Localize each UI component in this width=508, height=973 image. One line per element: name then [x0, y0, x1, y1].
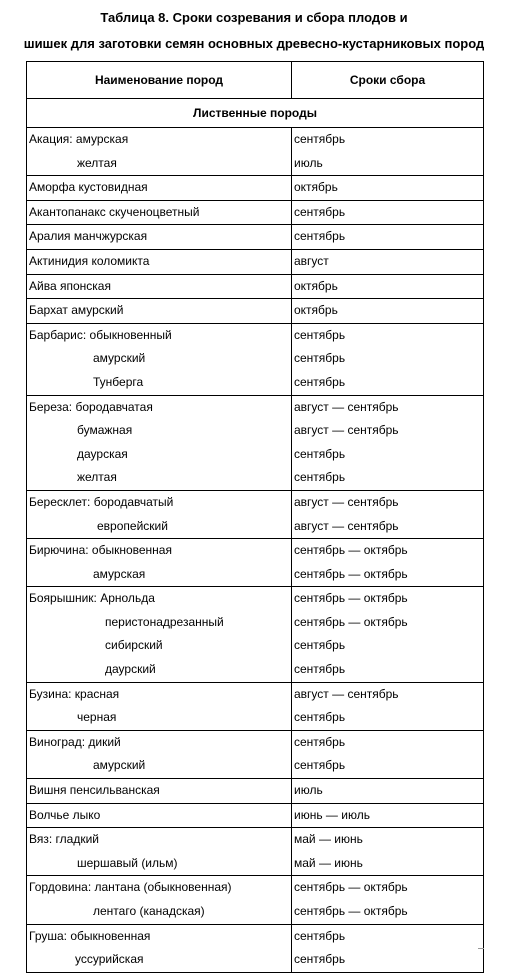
- table-row: [27, 249, 484, 274]
- species-name: черная: [77, 710, 117, 725]
- period-cell: [292, 730, 484, 778]
- period-cell: [292, 323, 484, 395]
- table-caption-line-1: Таблица 8. Сроки созревания и сбора плодов и: [100, 10, 408, 25]
- table-row: [27, 323, 484, 395]
- species-name: Гордовина: лантана (обыкновенная): [29, 880, 232, 895]
- table-row: [27, 730, 484, 778]
- species-cell: [27, 395, 292, 490]
- period-cell: [292, 249, 484, 274]
- species-cell: [27, 249, 292, 274]
- species-cell: [27, 299, 292, 324]
- species-name: Бархат амурский: [29, 303, 124, 318]
- table-caption-line-2: шишек для заготовки семян основных древесно-кустарниковых пород: [23, 36, 485, 51]
- collection-period: октябрь: [294, 180, 338, 195]
- collection-period: август: [294, 253, 329, 268]
- collection-period: август — сентябрь: [294, 494, 399, 509]
- collection-period: сентябрь: [294, 229, 346, 244]
- species-name: сибирский: [105, 638, 163, 653]
- section-title: Лиственные породы: [27, 99, 484, 128]
- collection-period: сентябрь — октябрь: [294, 591, 408, 606]
- table-row: [27, 924, 484, 972]
- species-name: Груша: обыкновенная: [29, 928, 151, 943]
- period-cell: [292, 225, 484, 250]
- collection-period: сентябрь: [294, 758, 346, 773]
- species-name: Актинидия коломикта: [29, 253, 150, 268]
- collection-period: август — сентябрь: [294, 423, 399, 438]
- species-cell: [27, 587, 292, 682]
- table-row: [27, 539, 484, 587]
- header-row: [27, 62, 484, 99]
- table-row: [27, 299, 484, 324]
- species-name: перистонадрезанный: [105, 614, 224, 629]
- period-cell: [292, 876, 484, 924]
- species-cell: [27, 200, 292, 225]
- collection-period: сентябрь: [294, 327, 346, 342]
- species-name: шершавый (ильм): [77, 855, 178, 870]
- table-row: [27, 682, 484, 730]
- species-name: Акантопанакс скученоцветный: [29, 204, 200, 219]
- collection-period: сентябрь: [294, 710, 346, 725]
- species-name: бумажная: [77, 423, 133, 438]
- species-name: Боярышник: Арнольда: [29, 591, 155, 606]
- species-name: амурский: [93, 351, 146, 366]
- period-cell: [292, 299, 484, 324]
- species-cell: [27, 323, 292, 395]
- species-cell: [27, 128, 292, 176]
- collection-period: сентябрь — октябрь: [294, 566, 408, 581]
- table-row: [27, 395, 484, 490]
- species-name: Бирючина: обыкновенная: [29, 543, 172, 558]
- collection-period: сентябрь: [294, 734, 346, 749]
- collection-period: сентябрь: [294, 952, 346, 967]
- species-cell: [27, 682, 292, 730]
- column-header-period: Сроки сбора: [292, 62, 484, 99]
- collection-period: август — сентябрь: [294, 399, 399, 414]
- collection-period: сентябрь — октябрь: [294, 614, 408, 629]
- period-cell: [292, 682, 484, 730]
- collection-period: июль: [294, 155, 323, 170]
- collection-period: сентябрь: [294, 470, 346, 485]
- table-row: [27, 225, 484, 250]
- collection-period: август — сентябрь: [294, 518, 399, 533]
- species-name: даурская: [77, 446, 128, 461]
- species-name: Бересклет: бородавчатый: [29, 494, 174, 509]
- table-row: [27, 200, 484, 225]
- collection-period: сентябрь: [294, 638, 346, 653]
- period-cell: [292, 924, 484, 972]
- period-cell: [292, 395, 484, 490]
- species-name: Тунберга: [93, 374, 144, 389]
- collection-period: сентябрь: [294, 204, 346, 219]
- table-row: [27, 490, 484, 538]
- species-name: желтая: [77, 155, 117, 170]
- collection-period: сентябрь: [294, 662, 346, 677]
- species-cell: [27, 828, 292, 876]
- period-cell: [292, 200, 484, 225]
- species-name: Аралия манчжурская: [29, 229, 148, 244]
- period-cell: [292, 490, 484, 538]
- collection-period: сентябрь — октябрь: [294, 543, 408, 558]
- collection-period: июнь — июль: [294, 807, 370, 822]
- collection-period: сентябрь — октябрь: [294, 880, 408, 895]
- species-cell: [27, 176, 292, 201]
- species-name: Береза: бородавчатая: [29, 399, 153, 414]
- species-cell: [27, 225, 292, 250]
- species-name: амурская: [93, 566, 146, 581]
- table-row: [27, 828, 484, 876]
- collection-period: август — сентябрь: [294, 686, 399, 701]
- species-cell: [27, 779, 292, 804]
- species-name: Бузина: красная: [29, 686, 120, 701]
- period-cell: [292, 803, 484, 828]
- table-row: [27, 779, 484, 804]
- species-name: даурский: [105, 662, 156, 677]
- period-cell: [292, 176, 484, 201]
- species-cell: [27, 876, 292, 924]
- species-name: Волчье лыко: [29, 807, 101, 822]
- collection-period: сентябрь: [294, 928, 346, 943]
- collection-period: сентябрь: [294, 132, 346, 146]
- table-row: [27, 128, 484, 176]
- species-name: желтая: [77, 470, 117, 485]
- species-name: уссурийская: [75, 952, 144, 967]
- section-row: [27, 99, 484, 128]
- period-cell: [292, 828, 484, 876]
- collection-period: сентябрь: [294, 374, 346, 389]
- species-cell: [27, 924, 292, 972]
- species-cell: [27, 274, 292, 299]
- species-cell: [27, 539, 292, 587]
- period-cell: [292, 587, 484, 682]
- table-row: [27, 876, 484, 924]
- collection-period: сентябрь — октябрь: [294, 904, 408, 918]
- column-header-species: Наименование пород: [27, 62, 292, 99]
- period-cell: [292, 779, 484, 804]
- species-name: европейский: [97, 518, 168, 533]
- species-name: Айва японская: [29, 278, 111, 293]
- species-name: Акация: амурская: [29, 132, 129, 146]
- collection-period: июль: [294, 783, 323, 798]
- collection-period: май — июнь: [294, 855, 363, 870]
- species-cell: [27, 730, 292, 778]
- table-row: [27, 176, 484, 201]
- table-row: [27, 587, 484, 682]
- collection-period: октябрь: [294, 278, 338, 293]
- species-name: Вяз: гладкий: [29, 832, 99, 847]
- species-name: Аморфа кустовидная: [29, 180, 148, 195]
- seed-collection-table: [26, 61, 484, 973]
- species-name: лентаго (канадская): [93, 904, 205, 918]
- collection-period: октябрь: [294, 303, 338, 318]
- page-corner-mark: [478, 948, 484, 949]
- species-name: Виноград: дикий: [29, 734, 121, 749]
- period-cell: [292, 274, 484, 299]
- table-row: [27, 274, 484, 299]
- species-name: амурский: [93, 758, 146, 773]
- species-name: Барбарис: обыкновенный: [29, 327, 172, 342]
- species-cell: [27, 490, 292, 538]
- table-row: [27, 803, 484, 828]
- period-cell: [292, 128, 484, 176]
- species-cell: [27, 803, 292, 828]
- collection-period: сентябрь: [294, 351, 346, 366]
- collection-period: май — июнь: [294, 832, 363, 847]
- period-cell: [292, 539, 484, 587]
- collection-period: сентябрь: [294, 446, 346, 461]
- species-name: Вишня пенсильванская: [29, 783, 160, 798]
